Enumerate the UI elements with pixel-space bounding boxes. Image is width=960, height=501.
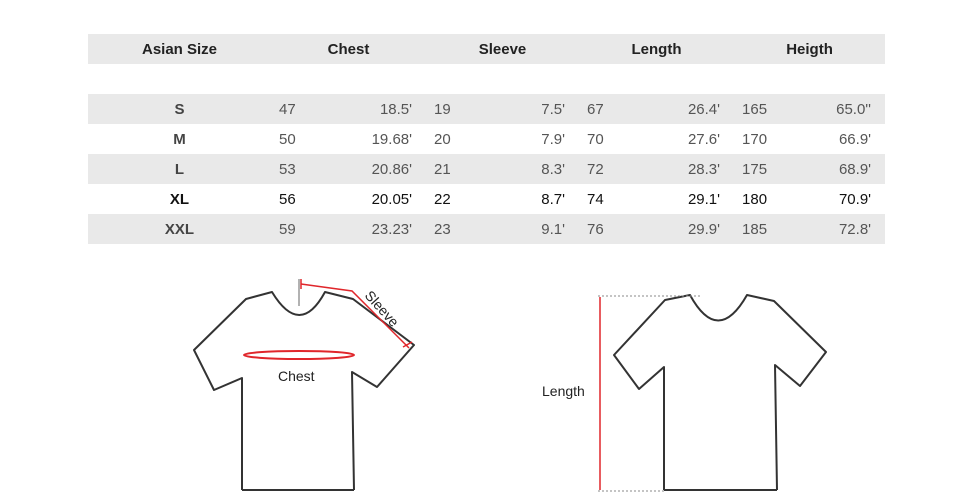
- value-cell: 18.5': [346, 94, 426, 124]
- value-cell: 76: [579, 214, 654, 244]
- size-cell: M: [173, 130, 186, 148]
- height-header: Heigth: [734, 34, 885, 64]
- value-cell: 50: [279, 130, 296, 148]
- value-cell: 7.5': [501, 94, 579, 124]
- value-cell: 8.7': [541, 190, 566, 208]
- length-label: Length: [542, 383, 585, 399]
- value-cell: 59: [271, 214, 346, 244]
- value-cell: 185: [734, 214, 809, 244]
- value-cell: 23: [426, 214, 501, 244]
- front-tshirt-outline: [194, 292, 414, 490]
- value-cell: 27.6': [687, 130, 721, 148]
- value-cell: 165: [734, 94, 809, 124]
- value-cell: 20.86': [346, 154, 426, 184]
- value-cell: 29.1': [687, 190, 721, 208]
- value-cell: 67: [579, 94, 654, 124]
- chest-measure-ellipse: [244, 351, 354, 359]
- front-tshirt-diagram: [194, 279, 414, 490]
- size-cell: L: [88, 154, 271, 184]
- length-header: Length: [579, 34, 734, 64]
- value-cell: 28.3': [654, 154, 734, 184]
- value-cell: 70: [587, 130, 604, 148]
- value-cell: 65.0'': [809, 94, 885, 124]
- value-cell: 74: [587, 190, 604, 208]
- value-cell: 72.8': [809, 214, 885, 244]
- size-cell: S: [88, 94, 271, 124]
- value-cell: 20: [434, 130, 451, 148]
- value-cell: 26.4': [654, 94, 734, 124]
- value-cell: 175: [734, 154, 809, 184]
- value-cell: 9.1': [501, 214, 579, 244]
- value-cell: 29.9': [654, 214, 734, 244]
- chest-header: Chest: [271, 34, 426, 64]
- back-tshirt-diagram: [542, 295, 826, 491]
- chest-label: Chest: [278, 368, 315, 384]
- back-tshirt-outline: [614, 295, 826, 490]
- value-cell: 22: [434, 190, 451, 208]
- value-cell: 170: [742, 130, 768, 148]
- value-cell: 53: [271, 154, 346, 184]
- value-cell: 70.9': [838, 190, 872, 208]
- size-cell: XXL: [88, 214, 271, 244]
- sleeve-label: Sleeve: [361, 287, 403, 330]
- value-cell: 66.9': [838, 130, 872, 148]
- size-cell: XL: [169, 190, 190, 208]
- value-cell: 19.68': [371, 130, 412, 148]
- value-cell: 19: [426, 94, 501, 124]
- sleeve-header: Sleeve: [426, 34, 579, 64]
- value-cell: 180: [742, 190, 768, 208]
- value-cell: 20.05': [371, 190, 412, 208]
- value-cell: 68.9': [809, 154, 885, 184]
- value-cell: 23.23': [346, 214, 426, 244]
- value-cell: 7.9': [541, 130, 566, 148]
- value-cell: 47: [271, 94, 346, 124]
- value-cell: 72: [579, 154, 654, 184]
- value-cell: 21: [426, 154, 501, 184]
- value-cell: 56: [279, 190, 296, 208]
- value-cell: 8.3': [501, 154, 579, 184]
- size-column-header: Asian Size: [88, 34, 271, 64]
